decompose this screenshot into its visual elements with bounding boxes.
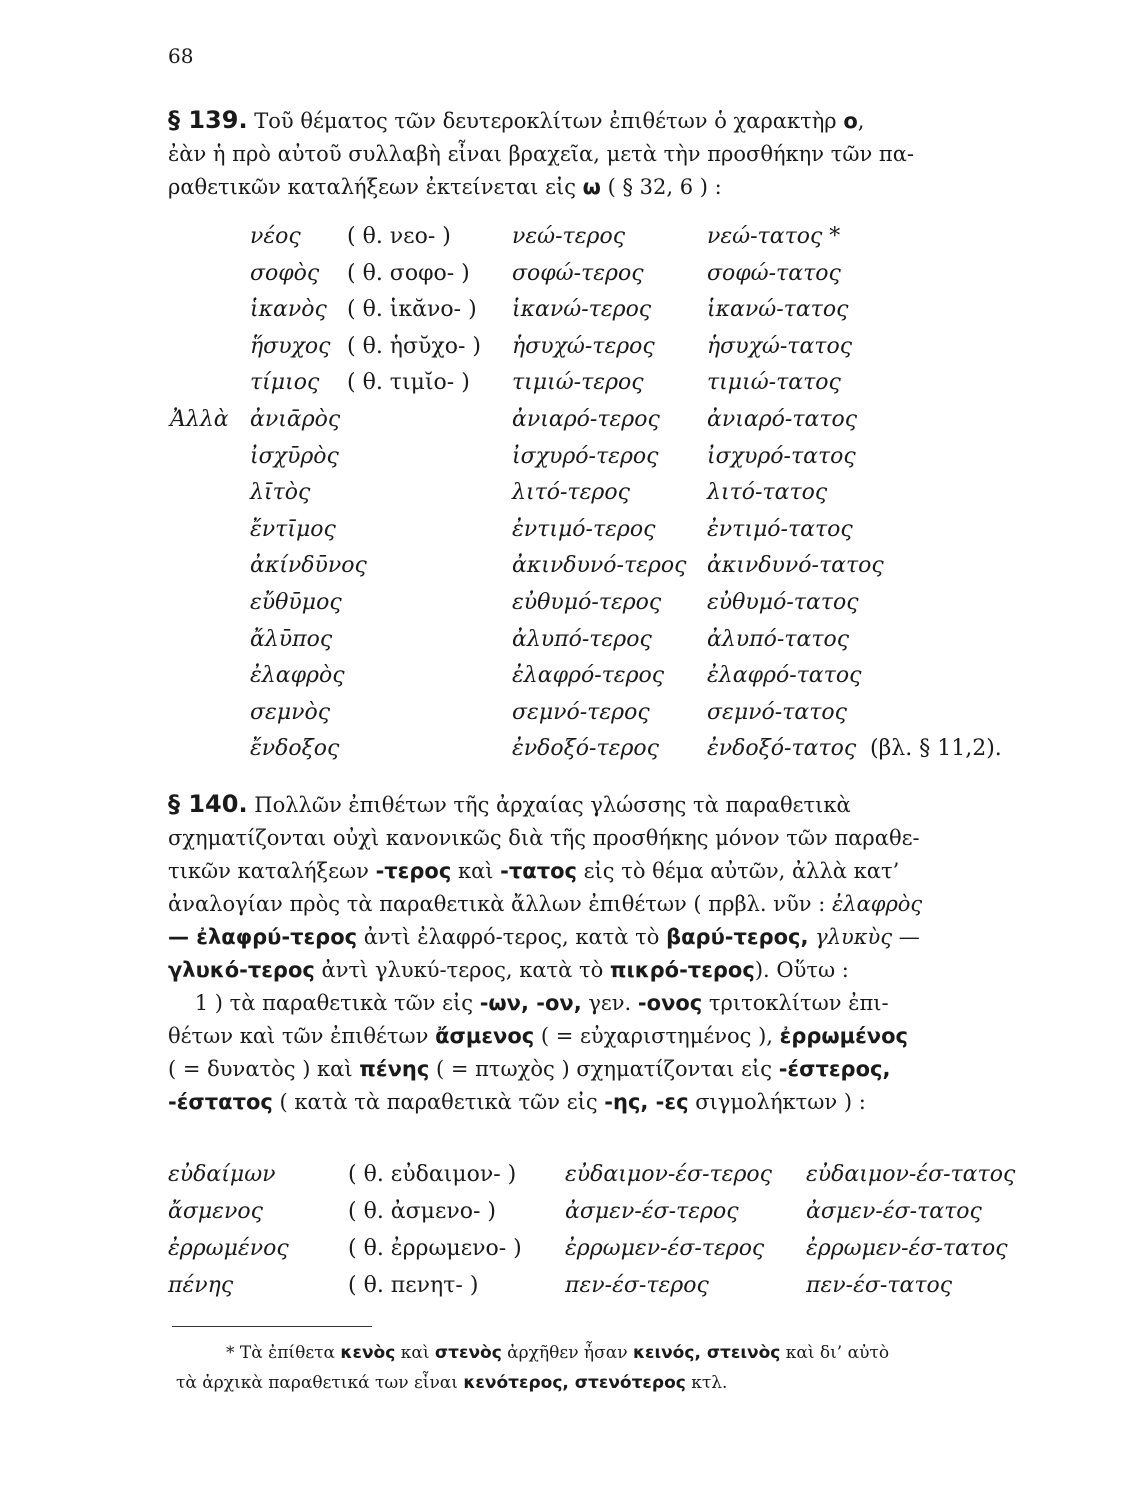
superlative-form: ἰσχυρό-τατος xyxy=(707,444,856,469)
text-run: καὶ xyxy=(451,859,501,883)
bold-term: -έστατος xyxy=(168,1090,273,1114)
text-run: Πολλῶν ἐπιθέτων τῆς ἀρχαίας γλώσσης τὰ παραθετικὰ xyxy=(247,793,851,817)
bold-term: στενὸς xyxy=(434,1343,502,1363)
section-number: § 139. xyxy=(168,106,248,134)
text-line xyxy=(168,921,1028,954)
adjective-word: ἀκίνδῡνος xyxy=(250,553,367,578)
section-140 xyxy=(168,788,1028,1119)
text-run: καὶ δι’ αὐτὸ xyxy=(780,1343,890,1363)
text-run: σχηματίζονται οὐχὶ κανονικῶς διὰ τῆς προσθήκης μόνον τῶν παραθε- xyxy=(168,826,920,850)
comparative-form: ἐρρωμεν-έσ-τερος xyxy=(565,1236,765,1261)
text-run: ( § 32, 6 ) : xyxy=(600,175,722,199)
stem-form: ( θ. ἀσμενο- ) xyxy=(348,1199,497,1224)
bold-term: γλυκό-τερος xyxy=(168,958,315,982)
text-run: εἰς τὸ θέμα αὐτῶν, ἀλλὰ κατ’ xyxy=(577,859,900,883)
bold-term: πικρό-τερος xyxy=(609,958,755,982)
comparative-form: λιτό-τερος xyxy=(512,480,630,505)
superlative-form: ἀλυπό-τατος xyxy=(707,627,850,652)
bold-term: βαρύ-τερος, xyxy=(666,925,809,949)
row-lead-word: Ἀλλὰ xyxy=(170,407,229,432)
adjective-word: ἄλῡπος xyxy=(250,627,333,652)
superlative-form: ἐλαφρό-τατος xyxy=(707,663,862,688)
bold-term: ἐρρωμένος xyxy=(779,1024,908,1048)
superlative-form: ἱκανώ-τατος xyxy=(707,297,849,322)
text-run: ἀρχῆθεν ἦσαν xyxy=(501,1343,633,1363)
bold-term: -έστερος, xyxy=(778,1057,891,1081)
text-run: ( = δυνατὸς ) καὶ xyxy=(168,1057,360,1081)
adjective-word: ἥσυχος xyxy=(250,334,331,359)
comparative-form: τιμιώ-τερος xyxy=(512,370,644,395)
section-139 xyxy=(168,104,1028,204)
text-run: τριτοκλίτων ἐπι- xyxy=(702,991,889,1015)
superlative-form: ἡσυχώ-τατος xyxy=(707,334,853,359)
comparative-form: εὐδαιμον-έσ-τερος xyxy=(565,1162,772,1187)
stem-form: ( θ. νεο- ) xyxy=(347,224,451,249)
text-line xyxy=(168,1020,1028,1053)
text-line xyxy=(168,888,1028,921)
bold-term: -ης, -ες xyxy=(604,1090,689,1114)
superlative-form: τιμιώ-τατος xyxy=(707,370,841,395)
superlative-form: πεν-έσ-τατος xyxy=(806,1273,953,1298)
text-run: — xyxy=(892,925,920,949)
adjective-word: ἐλαφρὸς xyxy=(250,663,345,688)
comparative-form: ἀλυπό-τερος xyxy=(512,627,652,652)
text-run: 1 ) τὰ παραθετικὰ τῶν εἰς xyxy=(168,991,480,1015)
bold-term: κεινός, στεινὸς xyxy=(632,1343,781,1363)
comparative-form: ἀσμεν-έσ-τερος xyxy=(565,1199,739,1224)
text-line xyxy=(168,987,1028,1020)
sec139-line-3 xyxy=(168,171,1028,204)
adjective-word: εὐδαίμων xyxy=(168,1162,276,1187)
text-run: ραθετικῶν καταλήξεων ἐκτείνεται εἰς xyxy=(168,175,583,199)
comparative-form: ἀνιαρό-τερος xyxy=(512,407,660,432)
superlative-form: σεμνό-τατος xyxy=(707,700,847,725)
stem-form: ( θ. ἡσῠχο- ) xyxy=(347,334,481,359)
text-line xyxy=(168,1053,1028,1086)
bold-term: -ονος xyxy=(637,991,703,1015)
comparative-form: ἡσυχώ-τερος xyxy=(512,334,655,359)
bold-term: -τερος xyxy=(375,859,452,883)
bold-term: ο xyxy=(843,109,858,133)
bold-term: — ἐλαφρύ-τερος xyxy=(168,925,358,949)
text-run: Τοῦ θέματος τῶν δευτεροκλίτων ἐπιθέτων ὁ χαρακτὴρ xyxy=(247,109,844,133)
stem-form: ( θ. εὐδαιμον- ) xyxy=(348,1162,517,1187)
bold-term: πένης xyxy=(359,1057,430,1081)
comparative-form: ἰσχυρό-τερος xyxy=(512,444,659,469)
section-number: § 140. xyxy=(168,790,248,818)
text-run: τικῶν καταλήξεων xyxy=(168,859,376,883)
sec139-line-1 xyxy=(168,104,1028,138)
superlative-form: ἐντιμό-τατος xyxy=(707,517,853,542)
bold-term: -τατος xyxy=(500,859,577,883)
comparative-form: σεμνό-τερος xyxy=(512,700,650,725)
superlative-form: σοφώ-τατος xyxy=(707,261,841,286)
adjective-word: νέος xyxy=(250,224,301,249)
superlative-form: ἐνδοξό-τατος xyxy=(707,736,857,761)
sec139-line-2 xyxy=(168,138,1028,171)
comparative-form: εὐθυμό-τερος xyxy=(512,590,662,615)
adjective-word: λῑτὸς xyxy=(250,480,311,505)
bold-term: ω xyxy=(582,175,601,199)
text-run: ( = πτωχὸς ) σχηματίζονται εἰς xyxy=(429,1057,779,1081)
text-line xyxy=(168,855,1028,888)
adjective-word: ἔνδοξος xyxy=(250,736,340,761)
superlative-form: εὐδαιμον-έσ-τατος xyxy=(806,1162,1016,1187)
adjective-word: ἄσμενος xyxy=(168,1199,263,1224)
superlative-form: ἀσμεν-έσ-τατος xyxy=(806,1199,982,1224)
text-run: ( κατὰ τὰ παραθετικὰ τῶν εἰς xyxy=(272,1090,605,1114)
footnote-divider xyxy=(172,1326,372,1327)
page-number: 68 xyxy=(168,44,194,68)
comparative-form: νεώ-τερος xyxy=(512,224,626,249)
text-run: ). Οὕτω : xyxy=(754,958,849,982)
text-run: ἐὰν ἡ πρὸ αὐτοῦ συλλαβὴ εἶναι βραχεῖα, μετὰ τὴν προσθήκην τῶν πα- xyxy=(168,142,914,166)
text-run: , xyxy=(857,109,865,133)
superlative-form: νεώ-τατος * xyxy=(707,224,841,249)
adjective-word: ἀνιᾱρὸς xyxy=(250,407,341,432)
bold-term: κενὸς xyxy=(340,1343,396,1363)
superlative-form: ἀκινδυνό-τατος xyxy=(707,553,884,578)
adjective-word: εὔθῡμος xyxy=(250,590,342,615)
stem-form: ( θ. πενητ- ) xyxy=(348,1273,479,1298)
text-run: κτλ. xyxy=(685,1373,728,1393)
text-line xyxy=(168,788,1028,822)
text-run: ἀντὶ ἐλαφρό-τερος, κατὰ τὸ xyxy=(357,925,667,949)
text-run: σιγμολήκτων ) : xyxy=(688,1090,866,1114)
italic-term: γλυκὺς xyxy=(815,925,893,949)
comparative-form: ἐλαφρό-τερος xyxy=(512,663,665,688)
superlative-form: λιτό-τατος xyxy=(707,480,828,505)
adjective-word: ἱκανὸς xyxy=(250,297,327,322)
stem-form: ( θ. τιμῐο- ) xyxy=(347,370,470,395)
italic-term: ἐλαφρὸς xyxy=(831,892,923,916)
text-line xyxy=(168,1368,1038,1398)
text-run: ( = εὐχαριστημένος ), xyxy=(534,1024,780,1048)
adjective-word: σοφὸς xyxy=(250,261,320,286)
text-run: * Τὰ ἐπίθετα xyxy=(226,1343,341,1363)
text-run: ἀναλογίαν πρὸς τὰ παραθετικὰ ἄλλων ἐπιθέτων ( πρβλ. νῦν : xyxy=(168,892,832,916)
text-line xyxy=(168,1338,1038,1368)
comparative-form: σοφώ-τερος xyxy=(512,261,644,286)
stem-form: ( θ. ἐρρωμενο- ) xyxy=(348,1236,522,1261)
text-line xyxy=(168,822,1028,855)
bold-term: -ων, -ον, xyxy=(479,991,582,1015)
stem-form: ( θ. σοφο- ) xyxy=(347,261,470,286)
comparative-form: ἐνδοξό-τερος xyxy=(512,736,659,761)
adjective-word: ἐρρωμένος xyxy=(168,1236,289,1261)
superlative-form: ἀνιαρό-τατος xyxy=(707,407,858,432)
text-line xyxy=(168,954,1028,987)
cross-reference-note: (βλ. § 11,2). xyxy=(870,736,1002,761)
adjective-word: τίμιος xyxy=(250,370,320,395)
comparative-form: πεν-έσ-τερος xyxy=(565,1273,709,1298)
comparative-form: ἱκανώ-τερος xyxy=(512,297,652,322)
text-run: τὰ ἀρχικὰ παραθετικά των εἶναι xyxy=(176,1373,464,1393)
text-line xyxy=(168,1086,1028,1119)
text-run: γεν. xyxy=(581,991,638,1015)
superlative-form: εὐθυμό-τατος xyxy=(707,590,859,615)
stem-form: ( θ. ἱκᾰνο- ) xyxy=(347,297,477,322)
adjective-word: ἔντῑμος xyxy=(250,517,336,542)
bold-term: ἄσμενος xyxy=(435,1024,535,1048)
text-run: θέτων καὶ τῶν ἐπιθέτων xyxy=(168,1024,436,1048)
adjective-word: πένης xyxy=(168,1273,234,1298)
superlative-form: ἐρρωμεν-έσ-τατος xyxy=(806,1236,1008,1261)
comparative-form: ἀκινδυνό-τερος xyxy=(512,553,687,578)
footnote xyxy=(168,1338,1038,1398)
adjective-word: σεμνὸς xyxy=(250,700,331,725)
adjective-word: ἰσχῡρὸς xyxy=(250,444,339,469)
comparative-form: ἐντιμό-τερος xyxy=(512,517,656,542)
text-run: καὶ xyxy=(395,1343,435,1363)
text-run: ἀντὶ γλυκύ-τερος, κατὰ τὸ xyxy=(314,958,610,982)
bold-term: κενότερος, στενότερος xyxy=(463,1373,686,1393)
